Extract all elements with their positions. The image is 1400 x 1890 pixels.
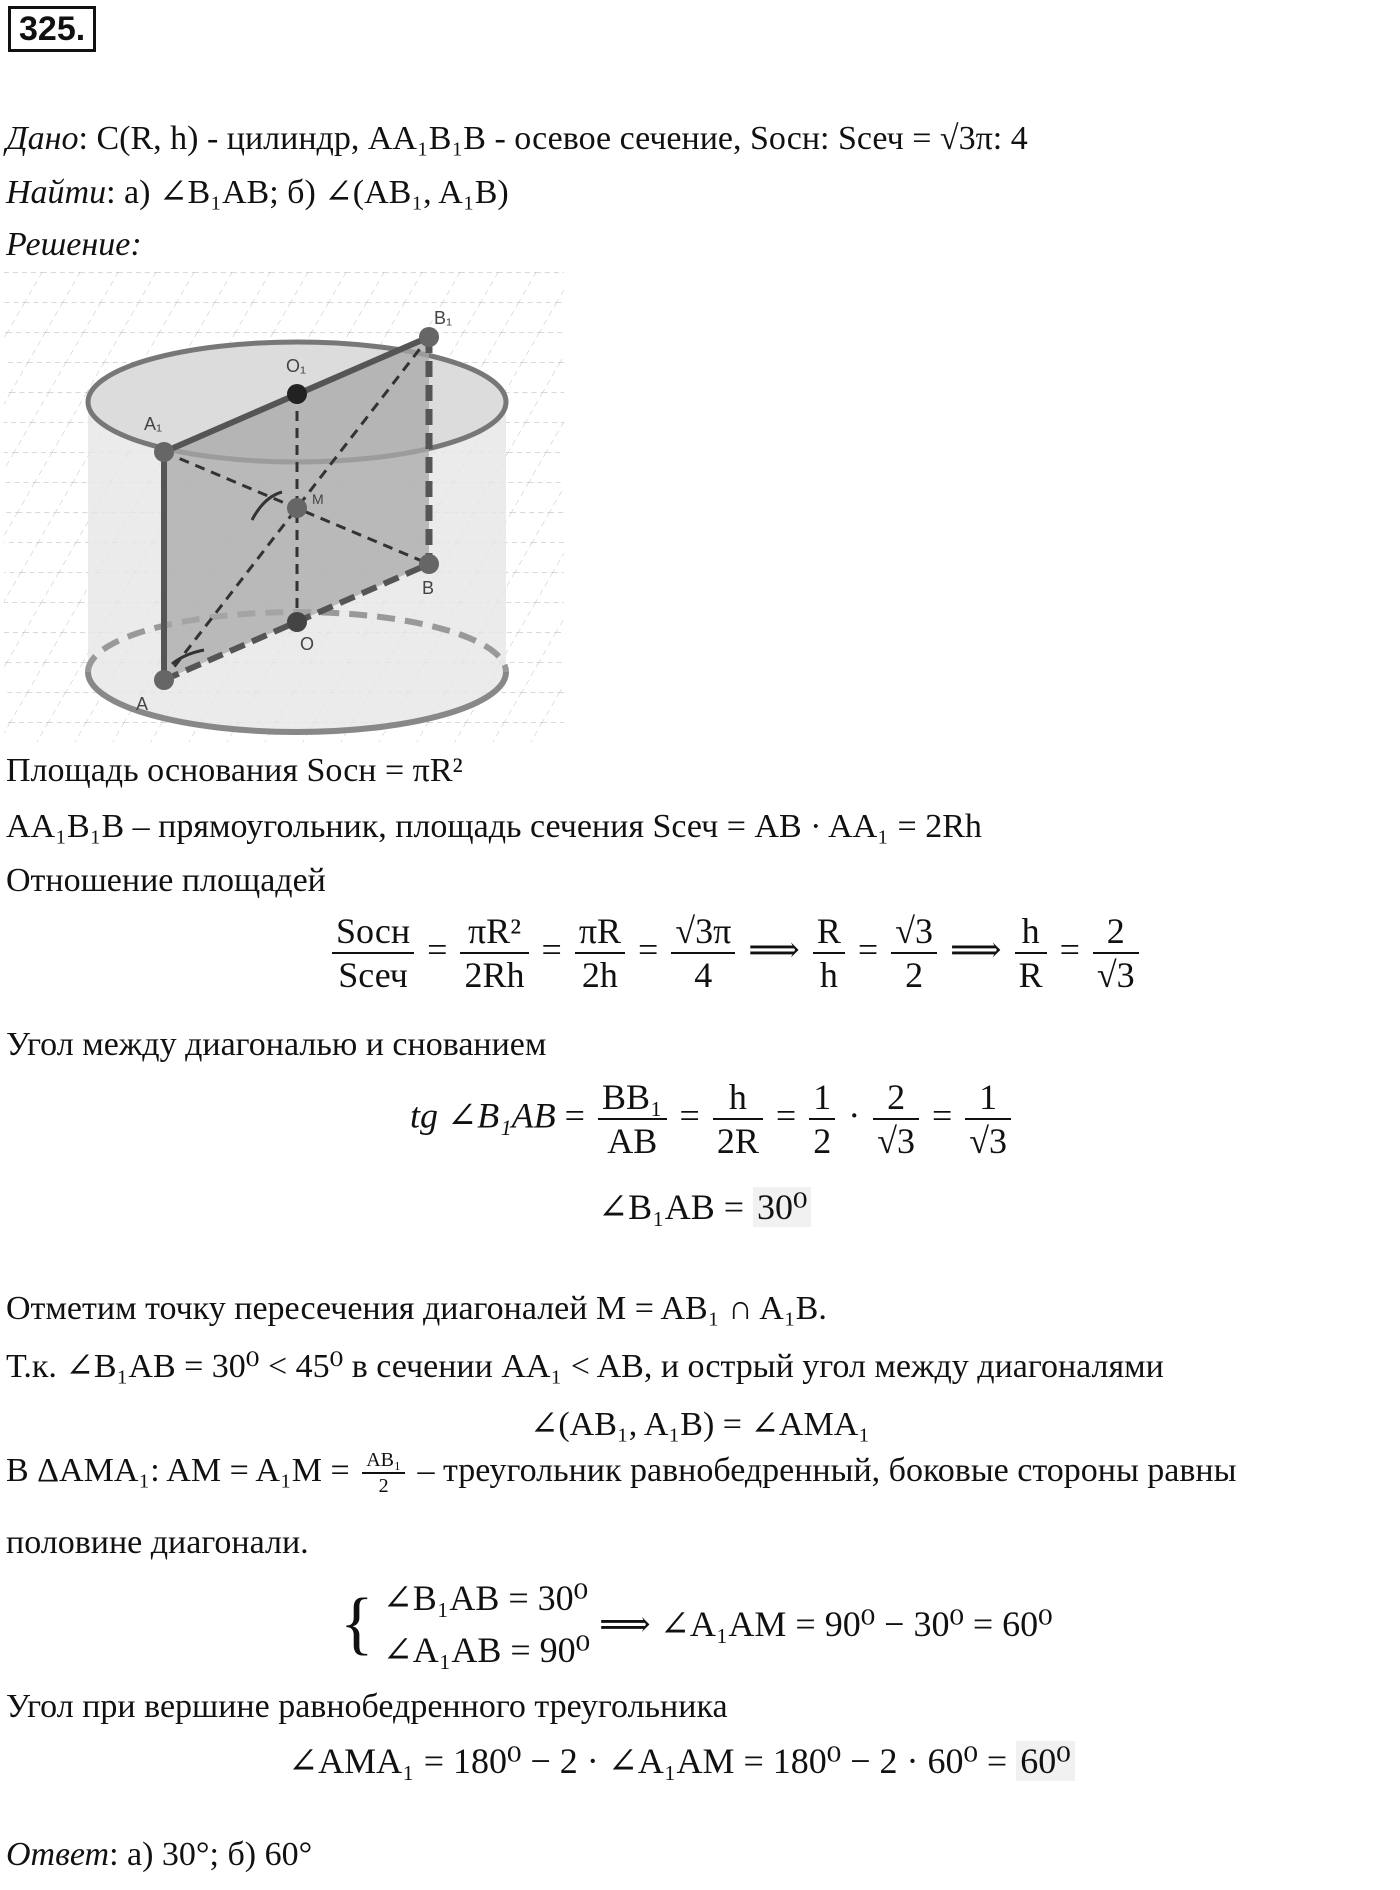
ratio-frac-8 — [1093, 910, 1139, 996]
angle-eq-line: ∠(AB₁, A₁B) = ∠AMA₁ — [529, 1406, 871, 1443]
system-line-1: ∠B₁AB = 30⁰ — [382, 1578, 589, 1618]
angle-result — [598, 1186, 811, 1228]
ratio-equation — [328, 910, 1143, 996]
label-A: A — [136, 694, 149, 714]
base-area-line: Площадь основания Sосн = πR² — [6, 752, 463, 789]
half-diagonal-line: половине диагонали. — [6, 1524, 309, 1561]
point-B — [419, 554, 439, 574]
mark-point-line: Отметим точку пересечения диагоналей M = AB₁ ∩ A₁B. — [6, 1290, 827, 1327]
ratio-frac-3 — [575, 910, 625, 996]
triangle-line — [6, 1448, 1236, 1498]
ratio-frac-1 — [332, 910, 414, 996]
frac-den: Sсеч — [338, 955, 408, 995]
triangle-pre: В ΔAMA₁: AM = A₁M = — [6, 1451, 350, 1489]
equals-sign: = — [931, 1095, 953, 1136]
given-text: : C(R, h) - цилиндр, AA₁B₁B - осевое сечение, Sосн: Sсеч = √3π: 4 — [78, 120, 1028, 157]
frac-den: √3 — [877, 1121, 915, 1161]
frac-den: 2Rh — [464, 955, 525, 995]
frac-num: BB₁ — [598, 1076, 667, 1120]
implies-sign: ⟹ — [748, 929, 800, 970]
system-lines — [383, 1572, 590, 1676]
solution-label: Решение — [6, 226, 131, 263]
label-M: M — [312, 491, 324, 507]
frac-den: 2R — [716, 1121, 759, 1161]
frac-num: h — [713, 1076, 763, 1120]
frac-den: √3 — [1096, 955, 1135, 995]
ratio-frac-7 — [1015, 910, 1047, 996]
answer-label: Ответ — [6, 1836, 110, 1873]
system-line-2: ∠A₁AB = 90⁰ — [382, 1630, 591, 1670]
tan-frac-2 — [713, 1076, 763, 1162]
given-line — [6, 120, 1028, 158]
point-A1 — [154, 442, 174, 462]
apex-label: Угол при вершине равнобедренного треугольника — [6, 1688, 728, 1725]
frac-den: 2h — [581, 955, 618, 995]
frac-den: R — [1018, 955, 1043, 995]
point-B1 — [419, 327, 439, 347]
frac-num: πR² — [460, 910, 528, 954]
system-equation — [340, 1572, 1053, 1676]
equals-sign: = — [857, 929, 879, 970]
ab1-half-frac — [362, 1448, 405, 1498]
tan-frac-5 — [965, 1076, 1011, 1162]
frac-den: 2 — [813, 1121, 832, 1161]
answer-line — [6, 1836, 312, 1874]
frac-num: Sосн — [332, 910, 414, 954]
equals-sign: = — [1059, 929, 1080, 970]
ratio-label: Отношение площадей — [6, 862, 326, 899]
find-label: Найти — [6, 174, 107, 211]
angle-label: Угол между диагональю и снованием — [6, 1026, 547, 1063]
label-B: B — [422, 578, 435, 598]
ratio-frac-4 — [671, 910, 735, 996]
frac-num: R — [813, 910, 845, 954]
label-B1: B₁ — [434, 308, 453, 328]
since-line: Т.к. ∠B₁AB = 30⁰ < 45⁰ в сечении AA₁ < AB, и острый угол между диагоналями — [6, 1348, 1164, 1385]
frac-den: 2 — [905, 955, 924, 995]
point-M — [287, 498, 307, 518]
problem-number: 325. — [8, 6, 96, 52]
apex-lhs: ∠AMA₁ = 180⁰ − 2 · ∠A₁AM = 180⁰ − 2 · 60⁰ = — [288, 1741, 1017, 1781]
tan-frac-4 — [873, 1076, 919, 1162]
angle-result-value: 30⁰ — [753, 1187, 811, 1227]
given-label: Дано — [6, 120, 79, 157]
cylinder-figure — [4, 272, 564, 742]
frac-num: AB₁ — [362, 1448, 405, 1474]
system-brace: { — [340, 1585, 374, 1662]
frac-num: h — [1015, 910, 1047, 954]
label-O: O — [300, 634, 315, 654]
equals-sign: = — [564, 1095, 585, 1136]
equals-sign: = — [541, 929, 562, 970]
tan-frac-3 — [809, 1076, 835, 1162]
angle-result-lhs: ∠B₁AB = — [598, 1187, 754, 1227]
frac-num: 1 — [965, 1076, 1011, 1120]
point-O1 — [287, 384, 307, 404]
triangle-post: – треугольник равнобедренный, боковые стороны равны — [417, 1451, 1237, 1489]
point-O — [287, 612, 307, 632]
frac-den: 4 — [694, 955, 713, 995]
find-text: : а) ∠B₁AB; б) ∠(AB₁, A₁B) — [106, 174, 509, 211]
frac-num: πR — [575, 910, 625, 954]
equals-sign: = — [427, 929, 448, 970]
frac-num: 1 — [809, 1076, 835, 1120]
apex-value: 60⁰ — [1016, 1741, 1074, 1781]
system-result: ⟹ ∠A₁AM = 90⁰ − 30⁰ = 60⁰ — [599, 1604, 1053, 1644]
answer-text: : а) 30°; б) 60° — [109, 1836, 313, 1873]
frac-den: √3 — [969, 1121, 1008, 1161]
find-line — [6, 172, 509, 212]
frac-num: √3 — [891, 910, 937, 954]
tangent-equation — [410, 1076, 1015, 1162]
rectangle-line: AA₁B₁B – прямоугольник, площадь сечения Sсеч = AB · AA₁ = 2Rh — [6, 808, 982, 845]
frac-num: 2 — [1093, 910, 1139, 954]
label-O1: O₁ — [286, 356, 307, 376]
label-A1: A₁ — [144, 414, 163, 434]
dot-sign: · — [848, 1095, 861, 1136]
equals-sign: = — [679, 1095, 700, 1136]
frac-den: 2 — [378, 1475, 389, 1497]
point-A — [154, 670, 174, 690]
frac-den: h — [819, 955, 838, 995]
ratio-frac-6 — [891, 910, 937, 996]
apex-equation — [288, 1740, 1075, 1782]
tan-lhs: tg ∠B₁AB — [410, 1095, 556, 1136]
ratio-frac-5 — [813, 910, 845, 996]
frac-num: 2 — [873, 1076, 919, 1120]
equals-sign: = — [775, 1095, 797, 1136]
equals-sign: = — [638, 929, 659, 970]
ratio-frac-2 — [460, 910, 528, 996]
solution-line — [6, 226, 142, 264]
implies-sign: ⟹ — [949, 929, 1002, 970]
solution-colon: : — [130, 226, 142, 263]
frac-num: √3π — [671, 910, 735, 954]
tan-frac-1 — [598, 1076, 667, 1162]
frac-den: AB — [607, 1121, 658, 1161]
